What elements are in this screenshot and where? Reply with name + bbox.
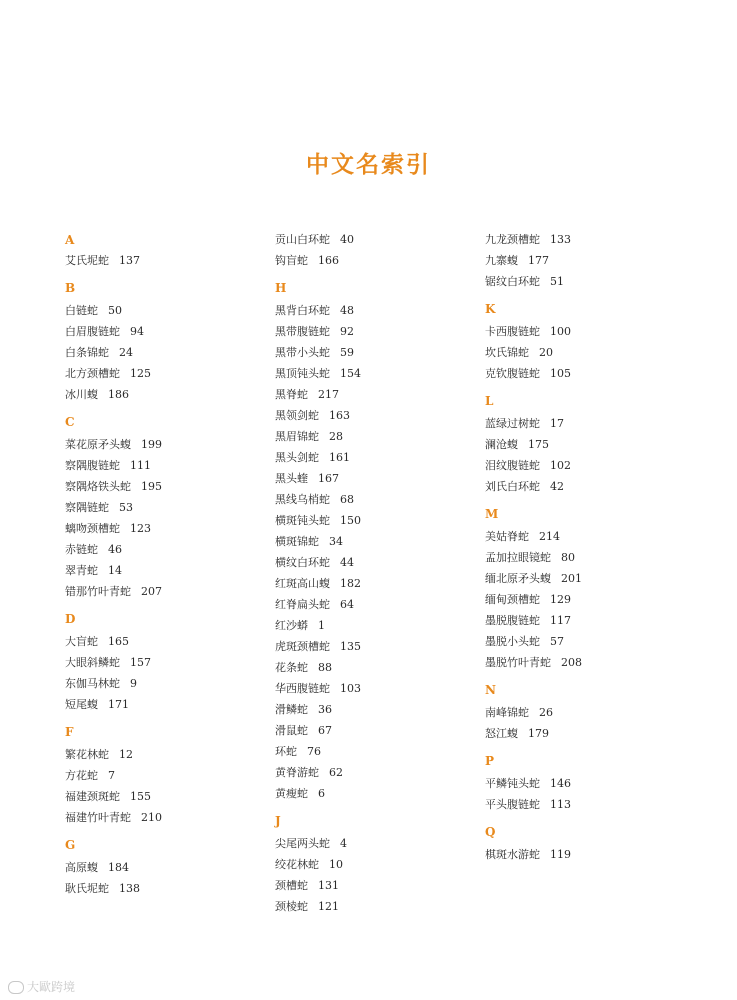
index-entry [275,573,465,594]
entry-page-number: 44 [340,556,354,569]
index-entry [65,250,255,271]
index-entry [65,581,255,602]
entry-page-number: 100 [550,325,571,338]
entry-page-number: 67 [318,724,332,737]
watermark-text: 大歐跨境 [27,980,76,994]
entry-page-number: 133 [550,233,571,246]
index-entry [275,833,465,854]
index-entry [275,489,465,510]
index-entry [65,321,255,342]
entry-page-number: 131 [318,879,339,892]
entry-name: 孟加拉眼镜蛇 [485,551,551,564]
index-entry [275,342,465,363]
entry-name: 刘氏白环蛇 [485,480,540,493]
index-entry [275,250,465,271]
entry-page-number: 119 [550,848,571,861]
entry-page-number: 94 [130,325,144,338]
entry-page-number: 214 [539,530,560,543]
entry-page-number: 138 [119,882,140,895]
page-title: 中文名索引 [306,152,431,178]
index-entry [65,765,255,786]
section-letter-q: Q [485,825,496,839]
entry-name: 察隅腹链蛇 [65,459,120,472]
entry-name: 墨脱竹叶青蛇 [485,656,551,669]
entry-page-number: 50 [108,304,122,317]
index-entry [275,363,465,384]
entry-page-number: 125 [130,367,151,380]
index-entry [275,384,465,405]
entry-name: 察隅链蛇 [65,501,109,514]
entry-page-number: 103 [340,682,361,695]
index-entry [275,426,465,447]
entry-name: 卡西腹链蛇 [485,325,540,338]
section-letter-k: K [485,302,496,316]
entry-name: 缅甸颈槽蛇 [485,593,540,606]
entry-name: 泪纹腹链蛇 [485,459,540,472]
index-entry [485,229,685,250]
entry-page-number: 113 [550,798,571,811]
entry-name: 福建竹叶青蛇 [65,811,131,824]
index-entry [275,720,465,741]
entry-page-number: 137 [119,254,140,267]
entry-name: 白眉腹链蛇 [65,325,120,338]
entry-name: 黑头剑蛇 [275,451,319,464]
index-entry [485,568,685,589]
index-entry [275,762,465,783]
index-entry [65,560,255,581]
entry-name: 墨脱腹链蛇 [485,614,540,627]
entry-name: 冰川蝮 [65,388,98,401]
entry-page-number: 184 [108,861,129,874]
index-entry [485,413,685,434]
entry-page-number: 51 [550,275,564,288]
entry-name: 颈槽蛇 [275,879,308,892]
index-entry [275,405,465,426]
entry-page-number: 59 [340,346,354,359]
index-entry [275,678,465,699]
index-entry [65,300,255,321]
entry-page-number: 210 [141,811,162,824]
section-letter-p: P [485,754,495,768]
entry-page-number: 201 [561,572,582,585]
entry-name: 红斑高山蝮 [275,577,330,590]
section-letter-j: J [275,814,281,828]
entry-name: 黑带腹链蛇 [275,325,330,338]
entry-name: 怒江蝮 [485,727,518,740]
index-entry [275,229,465,250]
entry-name: 坎氏锦蛇 [485,346,529,359]
index-entry [275,896,465,917]
entry-page-number: 6 [318,787,325,800]
entry-name: 美姑脊蛇 [485,530,529,543]
entry-page-number: 186 [108,388,129,401]
index-entry [485,773,685,794]
section-letter-n: N [485,683,496,697]
index-entry [275,854,465,875]
entry-name: 高原蝮 [65,861,98,874]
entry-name: 黄瘦蛇 [275,787,308,800]
entry-page-number: 1 [318,619,325,632]
entry-name: 大盲蛇 [65,635,98,648]
entry-page-number: 28 [329,430,343,443]
entry-name: 虎斑颈槽蛇 [275,640,330,653]
entry-page-number: 195 [141,480,162,493]
entry-name: 南峰锦蛇 [485,706,529,719]
section-letter-b: B [65,281,76,295]
entry-name: 黄脊游蛇 [275,766,319,779]
entry-page-number: 182 [340,577,361,590]
entry-name: 北方颈槽蛇 [65,367,120,380]
index-entry [485,631,685,652]
index-entry [65,673,255,694]
entry-name: 克钦腹链蛇 [485,367,540,380]
index-entry [275,468,465,489]
entry-page-number: 123 [130,522,151,535]
entry-name: 墨脱小头蛇 [485,635,540,648]
entry-page-number: 146 [550,777,571,790]
index-entry [485,794,685,815]
index-entry [485,250,685,271]
entry-page-number: 68 [340,493,354,506]
entry-page-number: 154 [340,367,361,380]
entry-name: 艾氏坭蛇 [65,254,109,267]
section-letter-d: D [65,612,76,626]
index-entry [275,510,465,531]
index-entry [275,636,465,657]
entry-page-number: 40 [340,233,354,246]
entry-page-number: 17 [550,417,564,430]
entry-page-number: 10 [329,858,343,871]
entry-page-number: 129 [550,593,571,606]
index-column-1 [65,229,255,899]
entry-page-number: 80 [561,551,575,564]
index-entry [275,741,465,762]
entry-page-number: 9 [130,677,137,690]
index-column-3 [485,229,685,865]
entry-page-number: 26 [539,706,553,719]
index-entry [65,476,255,497]
entry-name: 横斑钝头蛇 [275,514,330,527]
index-entry [485,455,685,476]
entry-page-number: 48 [340,304,354,317]
entry-page-number: 88 [318,661,332,674]
entry-page-number: 177 [528,254,549,267]
entry-name: 黑头蝰 [275,472,308,485]
entry-name: 澜沧蝮 [485,438,518,451]
watermark-logo-icon [8,981,24,994]
entry-page-number: 121 [318,900,339,913]
entry-name: 黑脊蛇 [275,388,308,401]
index-entry [275,699,465,720]
section-letter-c: C [65,415,75,429]
index-entry [275,875,465,896]
entry-name: 横斑锦蛇 [275,535,319,548]
entry-page-number: 62 [329,766,343,779]
entry-name: 九龙颈槽蛇 [485,233,540,246]
entry-page-number: 57 [550,635,564,648]
index-entry [65,539,255,560]
entry-page-number: 161 [329,451,350,464]
entry-name: 东伽马林蛇 [65,677,120,690]
entry-name: 耿氏坭蛇 [65,882,109,895]
index-entry [275,783,465,804]
entry-name: 贡山白环蛇 [275,233,330,246]
index-entry [65,857,255,878]
entry-page-number: 7 [108,769,115,782]
entry-page-number: 14 [108,564,122,577]
entry-name: 方花蛇 [65,769,98,782]
index-entry [485,610,685,631]
index-column-2 [275,229,465,917]
entry-name: 横纹白环蛇 [275,556,330,569]
entry-page-number: 4 [340,837,347,850]
section-letter-m: M [485,507,499,521]
entry-name: 福建颈斑蛇 [65,790,120,803]
entry-page-number: 92 [340,325,354,338]
entry-page-number: 34 [329,535,343,548]
entry-name: 滑鼠蛇 [275,724,308,737]
index-entry [275,594,465,615]
index-entry [65,518,255,539]
entry-page-number: 53 [119,501,133,514]
entry-name: 锯纹白环蛇 [485,275,540,288]
entry-name: 尖尾两头蛇 [275,837,330,850]
entry-page-number: 12 [119,748,133,761]
entry-page-number: 20 [539,346,553,359]
entry-name: 棋斑水游蛇 [485,848,540,861]
section-letter-a: A [65,233,75,247]
entry-name: 黑领剑蛇 [275,409,319,422]
index-entry [65,497,255,518]
index-entry [65,631,255,652]
entry-page-number: 135 [340,640,361,653]
index-entry [485,434,685,455]
entry-name: 白条锦蛇 [65,346,109,359]
entry-name: 黑线乌梢蛇 [275,493,330,506]
index-entry [65,342,255,363]
index-entry [485,547,685,568]
index-entry [485,271,685,292]
index-entry [485,363,685,384]
entry-name: 缅北原矛头蝮 [485,572,551,585]
entry-name: 白链蛇 [65,304,98,317]
entry-name: 滑鳞蛇 [275,703,308,716]
index-entry [275,615,465,636]
entry-page-number: 217 [318,388,339,401]
entry-name: 翠青蛇 [65,564,98,577]
entry-page-number: 199 [141,438,162,451]
entry-name: 平鳞钝头蛇 [485,777,540,790]
entry-name: 颈棱蛇 [275,900,308,913]
index-entry [65,384,255,405]
entry-name: 大眼斜鳞蛇 [65,656,120,669]
entry-page-number: 175 [528,438,549,451]
index-entry [485,342,685,363]
entry-page-number: 105 [550,367,571,380]
entry-page-number: 117 [550,614,571,627]
index-entry [275,447,465,468]
entry-page-number: 171 [108,698,129,711]
index-entry [275,552,465,573]
entry-name: 九寨蝮 [485,254,518,267]
entry-page-number: 163 [329,409,350,422]
section-letter-g: G [65,838,76,852]
index-entry [65,455,255,476]
index-entry [485,844,685,865]
entry-page-number: 165 [108,635,129,648]
entry-page-number: 207 [141,585,162,598]
entry-name: 花条蛇 [275,661,308,674]
index-entry [65,652,255,673]
index-entry [485,652,685,673]
entry-name: 华西腹链蛇 [275,682,330,695]
entry-name: 菜花原矛头蝮 [65,438,131,451]
section-letter-f: F [65,725,74,739]
watermark [8,978,75,995]
entry-page-number: 36 [318,703,332,716]
entry-page-number: 76 [307,745,321,758]
entry-page-number: 102 [550,459,571,472]
entry-page-number: 111 [130,459,151,472]
entry-page-number: 166 [318,254,339,267]
index-entry [275,300,465,321]
entry-name: 钩盲蛇 [275,254,308,267]
entry-name: 繁花林蛇 [65,748,109,761]
entry-name: 蓝绿过树蛇 [485,417,540,430]
index-entry [485,589,685,610]
index-entry [275,531,465,552]
entry-name: 黑背白环蛇 [275,304,330,317]
entry-page-number: 46 [108,543,122,556]
entry-name: 红沙蟒 [275,619,308,632]
index-entry [485,723,685,744]
entry-name: 平头腹链蛇 [485,798,540,811]
entry-name: 绞花林蛇 [275,858,319,871]
entry-name: 察隅烙铁头蛇 [65,480,131,493]
entry-page-number: 42 [550,480,564,493]
entry-page-number: 150 [340,514,361,527]
index-entry [65,878,255,899]
entry-name: 环蛇 [275,745,297,758]
index-entry [485,526,685,547]
entry-name: 螭吻颈槽蛇 [65,522,120,535]
section-letter-l: L [485,394,494,408]
index-entry [65,363,255,384]
index-entry [65,434,255,455]
index-entry [65,694,255,715]
entry-page-number: 167 [318,472,339,485]
entry-name: 错那竹叶青蛇 [65,585,131,598]
index-entry [275,657,465,678]
index-entry [485,702,685,723]
entry-page-number: 179 [528,727,549,740]
entry-page-number: 155 [130,790,151,803]
entry-name: 红脊扁头蛇 [275,598,330,611]
entry-name: 黑带小头蛇 [275,346,330,359]
index-entry [65,786,255,807]
entry-name: 短尾蝮 [65,698,98,711]
entry-page-number: 64 [340,598,354,611]
index-entry [275,321,465,342]
entry-page-number: 24 [119,346,133,359]
index-entry [485,321,685,342]
entry-name: 黑顶钝头蛇 [275,367,330,380]
index-entry [485,476,685,497]
index-entry [65,744,255,765]
entry-name: 赤链蛇 [65,543,98,556]
index-entry [65,807,255,828]
entry-name: 黑眉锦蛇 [275,430,319,443]
entry-page-number: 208 [561,656,582,669]
entry-page-number: 157 [130,656,151,669]
section-letter-h: H [275,281,287,295]
